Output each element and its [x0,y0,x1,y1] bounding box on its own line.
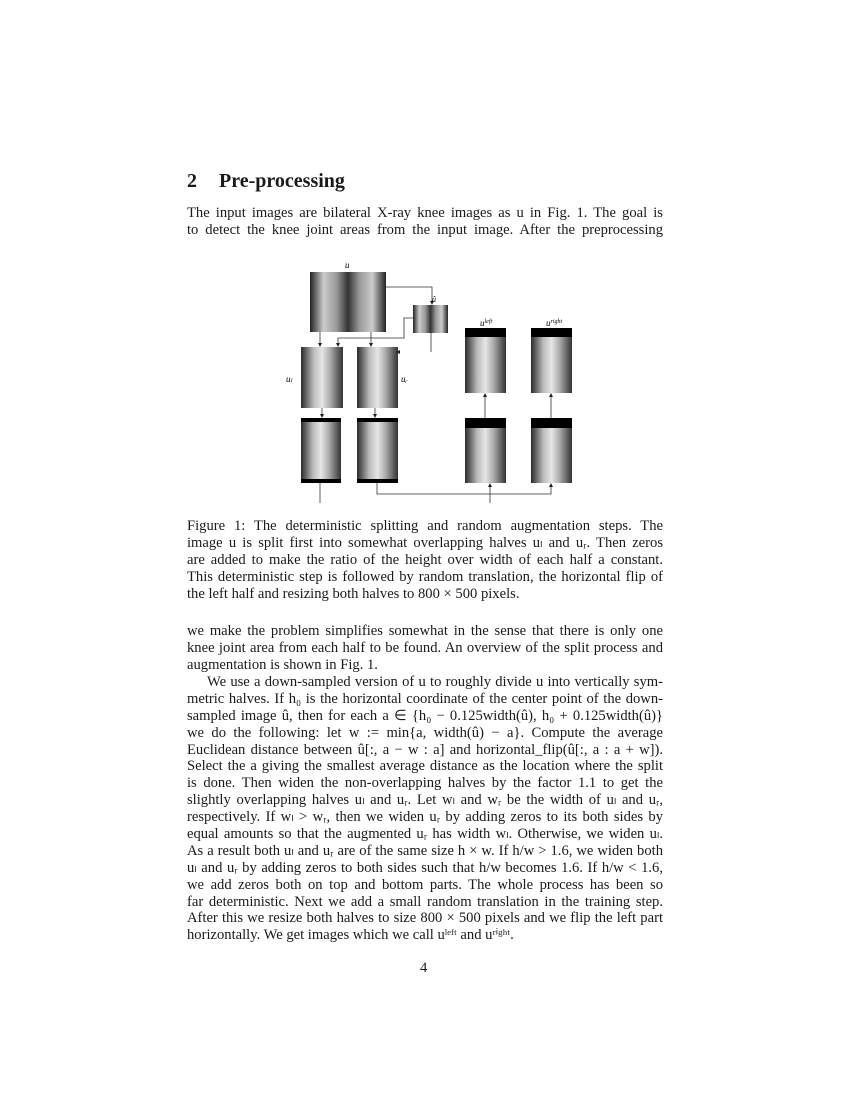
xray-u-l [301,347,343,408]
text-line: we do the following: let w := min{a, width(û) − a}. Compute the average [187,724,663,741]
section-number: 2 [187,170,197,192]
text-line: to detect the knee joint areas from the input image. After the preprocessing [187,221,663,238]
section-title: Pre-processing [219,170,345,192]
text-line: respectively. If wₗ > wᵣ, then we widen uᵣ by adding zeros to its both sides by [187,809,663,826]
text-line: horizontally. We get images which we call uˡᵉᶠᵗ and uʳⁱᵍʰᵗ. [187,927,514,944]
text-line: slightly overlapping halves uₗ and uᵣ. Let wₗ and wᵣ be the width of uₗ and uᵣ, [187,792,663,809]
text-line: The input images are bilateral X-ray knee images as u in Fig. 1. The goal is [187,205,663,221]
xray-u-left [465,328,506,393]
paragraph-1 [187,623,663,674]
label-u-right: $u^{right}$ [546,318,563,328]
xray-u-l-padded [301,418,341,483]
label-u-hat: û [432,295,436,304]
text-line: we make the problem simplifies somewhat in the sense that there is only one [187,623,663,639]
page-number: 4 [420,960,428,976]
text-line: sampled image û, then for each a ∈ {h₀ − 0.125width(û), h₀ + 0.125width(û)} [187,707,663,724]
label-u-r: uᵣ [401,374,408,384]
text-line: is done. Then widen the non-overlapping halves by the factor 1.1 to get the [187,775,663,792]
caption-line: the left half and resizing both halves to 800 × 500 pixels. [187,585,520,602]
xray-u-hat [413,305,448,333]
xray-u [310,272,386,332]
figure-caption [187,518,663,602]
text-line: uₗ and uᵣ by adding zeros to both sides such that h/w becomes 1.6. If h/w < 1.6, [187,859,663,876]
text-line: far deterministic. Next we add a small random translation in the training step. [187,893,663,910]
text-line: augmentation is shown in Fig. 1. [187,656,378,673]
xray-u-r-padded [357,418,398,483]
text-line: After this we resize both halves to size 800 × 500 pixels and we flip the left part [187,910,663,927]
text-line: equal amounts so that the augmented uᵣ has width wₗ. Otherwise, we widen uₗ. [187,826,663,843]
text-line: We use a down-sampled version of u to roughly divide u into vertically sym- [207,674,663,690]
caption-line: are added to make the ratio of the height over width of each half a constant. [187,551,663,568]
label-u-left: $u^{left}$ [480,318,493,328]
text-line: we add zeros both on top and bottom parts. The whole process has been so [187,876,663,893]
text-line: Select the a giving the smallest average distance as the location where the split [187,758,663,775]
label-u-l: uₗ [286,374,292,384]
xray-u-r [357,347,398,408]
caption-line: This deterministic step is followed by random translation, the horizontal flip of [187,568,663,585]
text-line: knee joint area from each half to be found. An overview of the split process and [187,639,663,656]
text-line: metric halves. If h₀ is the horizontal coordinate of the center point of the down- [187,690,663,707]
label-u: u [345,260,350,270]
xray-u-right [531,328,572,393]
text-line: As a result both uₗ and uᵣ are of the same size h × w. If h/w > 1.6, we widen both [187,842,663,859]
caption-line: Figure 1: The deterministic splitting and random augmentation steps. The [187,518,663,534]
text-line: Euclidean distance between û[:, a − w : a] and horizontal_flip(û[:, a : a + w]). [187,741,663,758]
caption-line: image u is split first into somewhat overlapping halves uₗ and uᵣ. Then zeros [187,534,663,551]
paragraph-2 [187,674,663,944]
